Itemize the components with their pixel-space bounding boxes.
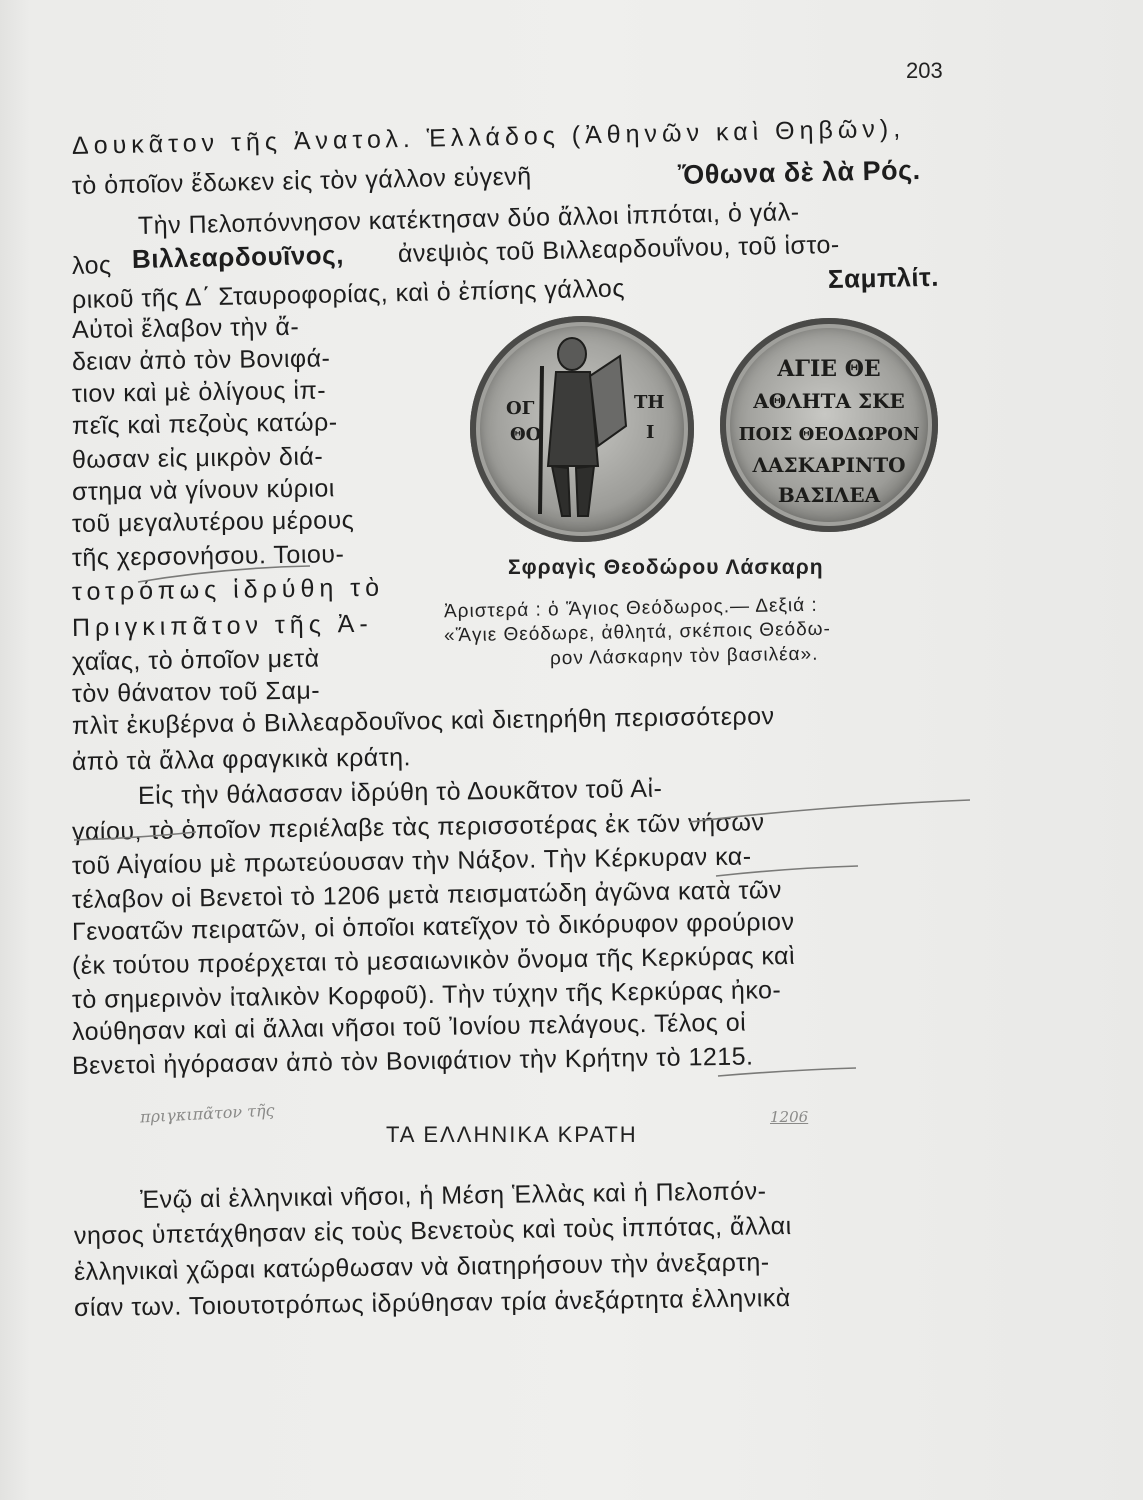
text-line-1: Δουκᾶτον τῆς Ἀνατολ. Ἑλλάδος (Ἀθηνῶν καὶ Θηβῶν), [71, 114, 906, 160]
figure-caption-line-3: ρον Λάσκαρην τὸν βασιλέα». [549, 643, 819, 670]
text-line-29: Ἐνῷ αἱ ἑλληνικαὶ νῆσοι, ἡ Μέση Ἑλλὰς καὶ ἡ Πελοπόν- [139, 1177, 767, 1214]
text-line-11: στημα νὰ γίνουν κύριοι [71, 474, 336, 506]
text-line-21: γαίου, τὸ ὁποῖον περιέλαβε τὰς περισσοτέρας ἐκ τῶν νήσων [71, 808, 765, 846]
text-line-19: ἀπὸ τὰ ἄλλα φραγκικὰ κράτη. [71, 743, 412, 776]
text-line-4a: λος [71, 251, 112, 280]
handwritten-margin-note: πριγκιπᾶτον τῆς [139, 1100, 275, 1127]
page-number: 203 [906, 58, 943, 83]
text-line-27: λούθησαν καὶ αἱ ἄλλαι νῆσοι τοῦ Ἰονίου πελάγους. Τέλος οἱ [71, 1008, 747, 1046]
text-line-6: Αὐτοὶ ἔλαβον τὴν ἄ- [71, 312, 300, 344]
text-line-25: (ἐκ τούτου προέρχεται τὸ μεσαιωνικὸν ὄνομα τῆς Κερκύρας καὶ [71, 941, 796, 980]
text-line-32: σίαν των. Τοιουτοτρόπως ἱδρύθησαν τρία ἀνεξάρτητα ἑλληνικὰ [73, 1283, 791, 1322]
text-line-20: Εἰς τὴν θάλασσαν ἱδρύθη τὸ Δουκᾶτον τοῦ Αἰ- [137, 774, 663, 810]
text-line-18: πλὶτ ἐκυβέρνα ὁ Βιλλεαρδουῖνος καὶ διετηρήθη περισσότερον [71, 702, 775, 740]
figure-caption-line-1: Ἀριστερά : ὁ Ἅγιος Θεόδωρος.— Δεξιά : [443, 594, 818, 623]
text-line-10: θωσαν εἰς μικρὸν διά- [71, 442, 324, 474]
text-line-2-bold-othon: Ὄθωνα δὲ λὰ Ρός. [677, 154, 921, 190]
text-line-24: Γενοατῶν πειρατῶν, οἱ ὁποῖοι κατεῖχον τὸ δικόρυφον φρούριον [71, 907, 795, 946]
text-line-31: ἑλληνικαὶ χῶραι κατώρθωσαν νὰ διατηρήσουν τὴν ἀνεξαρτη- [73, 1248, 770, 1286]
inscription-illustration [720, 318, 938, 532]
section-heading: ΤΑ ΕΛΛΗΝΙΚΑ ΚΡΑΤΗ [386, 1122, 638, 1147]
text-line-28: Βενετοὶ ἠγόρασαν ἀπὸ τὸν Βονιφάτιον τὴν Κρήτην τὸ 1215. [71, 1042, 754, 1080]
coin-inscription-line-4: ΛΑΣΚΑΡΙΝΤΟ [752, 453, 906, 477]
coin-inscription-line-1: ΑΓΙΕ ΘΕ [777, 356, 881, 382]
coin-inscription-line-3: ΠΟΙΣ ΘΕΟΔΩΡΟΝ [738, 424, 920, 445]
coin-letters-right-1: ΤΗ [634, 392, 665, 413]
text-line-8: τιον καὶ μὲ ὀλίγους ἱπ- [71, 376, 327, 408]
text-line-5: ρικοῦ τῆς Δ΄ Σταυροφορίας, καὶ ὁ ἐπίσης γάλλος [71, 274, 626, 314]
text-line-4b: ἀνεψιὸς τοῦ Βιλλεαρδουΐνου, τοῦ ἱστο- [397, 230, 840, 268]
seal-reverse-inscription [720, 318, 938, 532]
text-line-5-bold-champlitte: Σαμπλίτ. [827, 261, 940, 294]
text-line-16: χαΐας, τὸ ὁποῖον μετὰ [71, 644, 320, 676]
text-line-23: τέλαβον οἱ Βενετοὶ τὸ 1206 μετὰ πεισματώδη ἀγῶνα κατὰ τῶν [71, 876, 783, 914]
coin-inscription-line-5: ΒΑΣΙΛΕΑ [777, 483, 881, 507]
figure-caption-line-2: «Ἅγιε Θεόδωρε, ἀθλητά, σκέποις Θεόδω- [443, 618, 832, 647]
text-line-13: τῆς χερσονήσου. Τοιου- [71, 540, 345, 572]
coin-inscription-line-2: ΑΘΛΗΤΑ ΣΚΕ [753, 389, 905, 413]
text-line-14: τοτρόπως ἱδρύθη τὸ [71, 573, 385, 606]
text-line-12: τοῦ μεγαλυτέρου μέρους [71, 506, 355, 538]
seal-obverse-saint-theodore [470, 316, 694, 542]
text-line-4-bold-villehardouin: Βιλλεαρδουῖνος, [131, 239, 345, 274]
coin-letters-left-2: ΘΟ [510, 424, 542, 445]
handwritten-year-note: 1206 [770, 1108, 809, 1126]
text-line-17: τὸν θάνατον τοῦ Σαμ- [71, 676, 321, 708]
coin-letters-right-2: Ι [646, 422, 655, 443]
text-line-3: Τὴν Πελοπόννησον κατέκτησαν δύο ἄλλοι ἱππόται, ὁ γάλ- [137, 198, 800, 240]
text-line-7: δειαν ἀπὸ τὸν Βονιφά- [71, 344, 331, 376]
text-line-22: τοῦ Αἰγαίου μὲ πρωτεύουσαν τὴν Νάξον. Τὴν Κέρκυραν κα- [71, 842, 752, 880]
coin-letters-left-1: ΟΓ [506, 398, 535, 419]
saint-figure-illustration [470, 316, 694, 542]
text-line-30: νησος ὑπετάχθησαν εἰς τοὺς Βενετοὺς καὶ τοὺς ἱππότας, ἄλλαι [73, 1211, 792, 1250]
text-line-2: τὸ ὁποῖον ἔδωκεν εἰς τὸν γάλλον εὐγενῆ [71, 162, 532, 200]
text-line-15: Πριγκιπᾶτον τῆς Ἀ- [71, 609, 373, 642]
text-line-26: τὸ σημερινὸν ἰταλικὸν Κορφοῦ). Τὴν τύχην τῆς Κερκύρας ἠκο- [71, 976, 782, 1014]
text-line-9: πεῖς καὶ πεζοὺς κατώρ- [71, 408, 338, 440]
figure-caption-title: Σφραγὶς Θεοδώρου Λάσκαρη [508, 556, 824, 579]
